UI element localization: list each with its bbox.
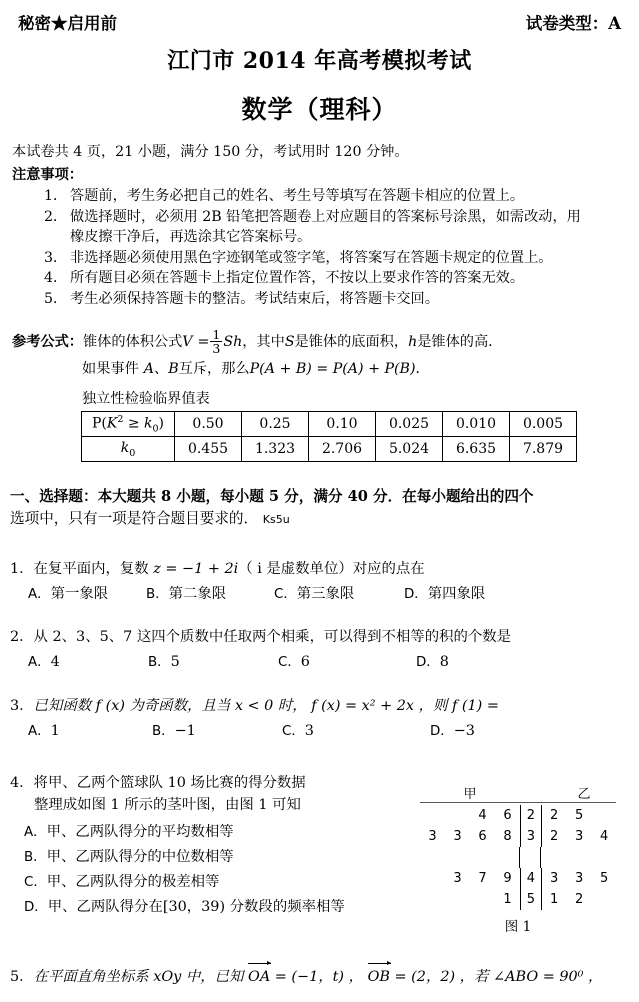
option-text: 第三象限 bbox=[296, 586, 355, 602]
leaf bbox=[445, 892, 470, 907]
list-index: 3． bbox=[44, 249, 68, 266]
stem-leaf-right-label: 乙 bbox=[577, 786, 591, 802]
secrecy-notice: 秘密★启用前 bbox=[18, 14, 117, 33]
section-one-heading bbox=[10, 486, 629, 531]
option-text: 1 bbox=[50, 723, 60, 739]
stem-leaf-row bbox=[420, 805, 634, 826]
option-a[interactable] bbox=[28, 651, 148, 674]
option-a[interactable] bbox=[28, 583, 146, 606]
option-a[interactable] bbox=[28, 720, 152, 743]
stem-leaf-diagram bbox=[420, 782, 634, 935]
list-item bbox=[12, 248, 627, 269]
critical-table-label: 独立性检验临界值表 bbox=[82, 391, 210, 407]
option-text: 6 bbox=[300, 654, 310, 670]
question-number: 4． bbox=[10, 775, 34, 791]
list-item bbox=[12, 207, 627, 228]
section-label: 一、选择题： bbox=[10, 488, 98, 505]
leaf bbox=[420, 808, 445, 823]
list-item bbox=[12, 289, 627, 310]
option-text: 第一象限 bbox=[50, 586, 109, 602]
list-text-cont: 橡皮擦干净后，再选涂其它答案标号。 bbox=[70, 229, 312, 245]
vector-OA: OA bbox=[248, 966, 270, 988]
subject-title: 数学（理科） bbox=[241, 95, 398, 124]
list-text: 做选择题时，必须用 2B 铅笔把答题卷上对应题目的答案标号涂黑，如需改动，用 bbox=[70, 208, 581, 225]
k0-subscript: 0 bbox=[129, 447, 136, 459]
paper-summary: 本试卷共 4 页，21 小题，满分 150 分，考试用时 120 分钟。 bbox=[12, 144, 409, 160]
page-header bbox=[0, 10, 639, 34]
vector-OB: OB bbox=[368, 966, 390, 988]
prob-prefix: 如果事件 bbox=[82, 361, 139, 378]
question-4 bbox=[10, 772, 430, 920]
question-options bbox=[10, 651, 631, 674]
stem-value-blank bbox=[519, 847, 541, 868]
cone-mid: ，其中 bbox=[242, 334, 285, 351]
formula-probability-row bbox=[12, 356, 627, 382]
figure-caption: 图 1 bbox=[504, 919, 532, 935]
option-c[interactable] bbox=[274, 583, 404, 606]
prob-separator: 、 bbox=[154, 361, 169, 378]
leaf: 4 bbox=[478, 808, 487, 823]
option-label: B． bbox=[152, 724, 175, 739]
stem-mid2: = (2，2) ，若 ∠ABO = 90⁰ ， bbox=[389, 969, 603, 985]
k-symbol: k bbox=[144, 415, 153, 432]
leaf: 5 bbox=[575, 808, 584, 823]
question-options bbox=[10, 583, 631, 606]
prob-A: A bbox=[143, 361, 155, 378]
leaf: 1 bbox=[503, 892, 512, 907]
leaf bbox=[420, 871, 445, 886]
question-stem bbox=[10, 695, 631, 717]
critical-values-table bbox=[81, 411, 577, 462]
option-text: 甲、乙两队得分的平均数相等 bbox=[46, 824, 234, 840]
stem-leaf-row bbox=[420, 889, 634, 910]
list-item-continuation bbox=[12, 227, 627, 248]
option-label: A． bbox=[28, 655, 51, 670]
p-open: P( bbox=[91, 415, 107, 432]
leaf: 3 bbox=[575, 829, 584, 844]
stem-leaf-row bbox=[420, 826, 634, 847]
reference-formulas bbox=[12, 329, 627, 382]
notice-title: 注意事项： bbox=[12, 167, 83, 183]
stem-mid1: = (−1，t) ， bbox=[270, 969, 364, 985]
K-exponent: 2 bbox=[117, 414, 124, 425]
option-label: D． bbox=[416, 655, 440, 670]
stem-leaf-right-leaves bbox=[542, 892, 634, 907]
section-text: 本大题共 8 小题，每小题 5 分，满分 40 分．在每小题给出的四个 bbox=[97, 488, 534, 505]
cone-S: S bbox=[284, 334, 295, 351]
question-stem bbox=[10, 626, 631, 648]
option-label: D． bbox=[430, 724, 454, 739]
intro-block bbox=[12, 142, 627, 309]
option-b[interactable] bbox=[152, 720, 282, 743]
stem-math: z = −1 + 2i bbox=[153, 561, 239, 577]
k-subscript: 0 bbox=[152, 423, 159, 435]
prob-B: B bbox=[168, 361, 179, 378]
leaf bbox=[592, 892, 617, 907]
option-label: C． bbox=[278, 655, 301, 670]
ge-symbol: ≥ bbox=[123, 415, 145, 432]
cone-tail2: 是锥体的高． bbox=[417, 334, 503, 351]
fraction-one-third bbox=[210, 328, 222, 355]
option-label: B． bbox=[148, 655, 171, 670]
stem-leaf-right-leaves bbox=[542, 829, 634, 844]
stem-value: 2 bbox=[520, 805, 542, 826]
option-text: 8 bbox=[439, 654, 449, 670]
stem-prefix: 在平面直角坐标系 xOy 中，已知 bbox=[33, 969, 244, 985]
prob-end: ． bbox=[415, 361, 430, 378]
table-header-probability bbox=[82, 412, 175, 437]
leaf: 3 bbox=[453, 829, 462, 844]
leaf: 3 bbox=[550, 871, 559, 886]
table-cell: 5.024 bbox=[376, 437, 443, 462]
leaf bbox=[592, 808, 617, 823]
option-c[interactable] bbox=[278, 651, 416, 674]
leaf: 6 bbox=[478, 829, 487, 844]
question-stem bbox=[10, 966, 631, 988]
option-text: 3 bbox=[304, 723, 314, 739]
question-stem bbox=[10, 772, 430, 794]
cone-V: V bbox=[182, 334, 193, 351]
k0-symbol: k bbox=[120, 440, 130, 457]
stem-leaf-left-leaves bbox=[420, 871, 520, 886]
list-item bbox=[12, 186, 627, 207]
list-index: 1． bbox=[44, 188, 68, 204]
question-number: 2． bbox=[10, 629, 34, 645]
table-cell: 0.025 bbox=[376, 412, 443, 437]
stem-leaf-left-leaves bbox=[420, 829, 520, 844]
leaf: 2 bbox=[575, 892, 584, 907]
stem-prefix: 已知函数 f (x) 为奇函数，且当 x < 0 时， f (x) = x² + 2x ，则 f (1) = bbox=[33, 698, 499, 714]
option-text: 甲、乙两队得分在[30，39) 分数段的频率相等 bbox=[47, 899, 345, 915]
option-label: A． bbox=[28, 587, 51, 602]
leaf: 7 bbox=[478, 871, 487, 886]
option-text: 甲、乙两队得分的极差相等 bbox=[46, 874, 220, 890]
stem-leaf-left-label: 甲 bbox=[463, 786, 477, 802]
stem-value: 3 bbox=[520, 826, 542, 847]
paper-type: 试卷类型：A bbox=[525, 14, 621, 33]
stem-prefix: 从 2、3、5、7 这四个质数中任取两个相乘，可以得到不相等的积的个数是 bbox=[33, 629, 512, 645]
leaf: 3 bbox=[575, 871, 584, 886]
option-label: A． bbox=[24, 825, 47, 840]
option-text: −1 bbox=[174, 723, 196, 739]
table-cell: 0.010 bbox=[443, 412, 510, 437]
option-d[interactable] bbox=[416, 651, 449, 674]
table-cell: 0.455 bbox=[175, 437, 242, 462]
question-2 bbox=[10, 626, 631, 674]
option-b[interactable] bbox=[10, 845, 430, 870]
option-text: 第二象限 bbox=[168, 586, 227, 602]
leaf: 9 bbox=[503, 871, 512, 886]
option-label: C． bbox=[274, 587, 297, 602]
option-c[interactable] bbox=[282, 720, 430, 743]
option-text: 第四象限 bbox=[427, 586, 486, 602]
stem-leaf-right-leaves bbox=[542, 808, 634, 823]
list-index: 2． bbox=[44, 208, 68, 225]
table-cell: 0.005 bbox=[510, 412, 577, 437]
table-cell: 0.10 bbox=[309, 412, 376, 437]
cone-equals: = bbox=[197, 334, 210, 351]
question-stem-continued: 整理成如图 1 所示的茎叶图，由图 1 可知 bbox=[34, 797, 301, 813]
option-c[interactable] bbox=[10, 870, 430, 895]
table-cell: 2.706 bbox=[309, 437, 376, 462]
option-text: 5 bbox=[170, 654, 180, 670]
stem-leaf-left-leaves bbox=[420, 808, 520, 823]
option-d[interactable] bbox=[430, 720, 475, 743]
stem-value: 4 bbox=[520, 868, 542, 889]
leaf: 4 bbox=[600, 829, 609, 844]
leaf: 6 bbox=[503, 808, 512, 823]
list-index: 5． bbox=[44, 290, 68, 307]
stem-leaf-rule bbox=[420, 802, 616, 803]
leaf bbox=[420, 892, 445, 907]
question-number: 5． bbox=[10, 969, 34, 985]
table-row bbox=[82, 437, 577, 462]
option-b[interactable] bbox=[146, 583, 274, 606]
option-text: −3 bbox=[453, 723, 475, 739]
list-text: 非选择题必须使用黑色字迹钢笔或签字笔，将答案写在答题卡规定的位置上。 bbox=[70, 249, 553, 266]
stem-leaf-right-leaves bbox=[542, 871, 634, 886]
option-text: 甲、乙两队得分的中位数相等 bbox=[46, 849, 234, 865]
leaf bbox=[445, 808, 470, 823]
option-a[interactable] bbox=[10, 820, 430, 845]
stem-leaf-body bbox=[420, 805, 634, 910]
leaf: 3 bbox=[453, 871, 462, 886]
list-item bbox=[12, 268, 627, 289]
question-stem bbox=[10, 558, 631, 580]
prob-mid: 互斥，那么 bbox=[178, 361, 250, 378]
option-label: C． bbox=[24, 875, 47, 890]
option-label: C． bbox=[282, 724, 305, 739]
table-cell: 0.50 bbox=[175, 412, 242, 437]
notice-list bbox=[12, 186, 627, 309]
question-1 bbox=[10, 558, 631, 606]
p-close: ) bbox=[158, 415, 165, 432]
watermark-ks5u: Ks5u bbox=[262, 513, 290, 526]
option-label: B． bbox=[24, 850, 47, 865]
table-header-k0 bbox=[82, 437, 175, 462]
leaf: 5 bbox=[600, 871, 609, 886]
option-d[interactable] bbox=[10, 895, 430, 920]
table-row bbox=[82, 412, 577, 437]
cone-h: h bbox=[408, 334, 418, 351]
fraction-numerator: 1 bbox=[212, 327, 221, 342]
table-cell: 1.323 bbox=[242, 437, 309, 462]
question-5 bbox=[10, 966, 631, 988]
stem-prefix: 将甲、乙两个篮球队 10 场比赛的得分数据 bbox=[33, 775, 306, 791]
K-symbol: K bbox=[106, 415, 118, 432]
formula-cone-row bbox=[12, 329, 627, 356]
leaf: 2 bbox=[550, 829, 559, 844]
leaf: 3 bbox=[428, 829, 437, 844]
cone-prefix: 锥体的体积公式 bbox=[82, 334, 183, 351]
question-number: 1． bbox=[10, 561, 34, 577]
stem-leaf-row bbox=[420, 868, 634, 889]
leaf: 8 bbox=[503, 829, 512, 844]
option-label: A． bbox=[28, 724, 51, 739]
page-title: 江门市 2014 年高考模拟考试 bbox=[167, 48, 472, 74]
stem-postfix: （ i 是虚数单位）对应的点在 bbox=[238, 561, 425, 577]
prob-equation: P(A + B) = P(A) + P(B) bbox=[249, 361, 416, 378]
table-cell: 0.25 bbox=[242, 412, 309, 437]
option-label: D． bbox=[24, 900, 48, 915]
question-options bbox=[10, 720, 631, 743]
cone-Sh: Sh bbox=[223, 334, 243, 351]
question-number: 3． bbox=[10, 698, 34, 714]
leaf bbox=[470, 892, 495, 907]
list-index: 4． bbox=[44, 270, 68, 286]
leaf: 2 bbox=[550, 808, 559, 823]
cone-tail1: 是锥体的底面积， bbox=[294, 334, 409, 351]
option-b[interactable] bbox=[148, 651, 278, 674]
table-cell: 7.879 bbox=[510, 437, 577, 462]
section-text-line2: 选项中，只有一项是符合题目要求的． bbox=[10, 510, 259, 527]
fraction-denominator: 3 bbox=[212, 341, 221, 357]
table-cell: 6.635 bbox=[443, 437, 510, 462]
option-label: D． bbox=[404, 587, 428, 602]
list-text: 所有题目必须在答题卡上指定位置作答，不按以上要求作答的答案无效。 bbox=[70, 270, 525, 286]
question-options bbox=[10, 820, 430, 920]
stem-value: 5 bbox=[520, 889, 542, 910]
list-text: 答题前，考生务必把自己的姓名、考生号等填写在答题卡相应的位置上。 bbox=[70, 188, 525, 204]
stem-leaf-headers bbox=[420, 782, 634, 802]
option-d[interactable] bbox=[404, 583, 485, 606]
stem-leaf-row-spacer bbox=[420, 847, 634, 868]
list-text: 考生必须保持答题卡的整洁。考试结束后，将答题卡交回。 bbox=[70, 290, 439, 307]
leaf: 1 bbox=[550, 892, 559, 907]
formula-label: 参考公式： bbox=[12, 334, 83, 351]
stem-leaf-left-leaves bbox=[420, 892, 520, 907]
question-3 bbox=[10, 695, 631, 743]
stem-prefix: 在复平面内，复数 bbox=[33, 561, 149, 577]
option-text: 4 bbox=[50, 654, 60, 670]
option-label: B． bbox=[146, 587, 169, 602]
